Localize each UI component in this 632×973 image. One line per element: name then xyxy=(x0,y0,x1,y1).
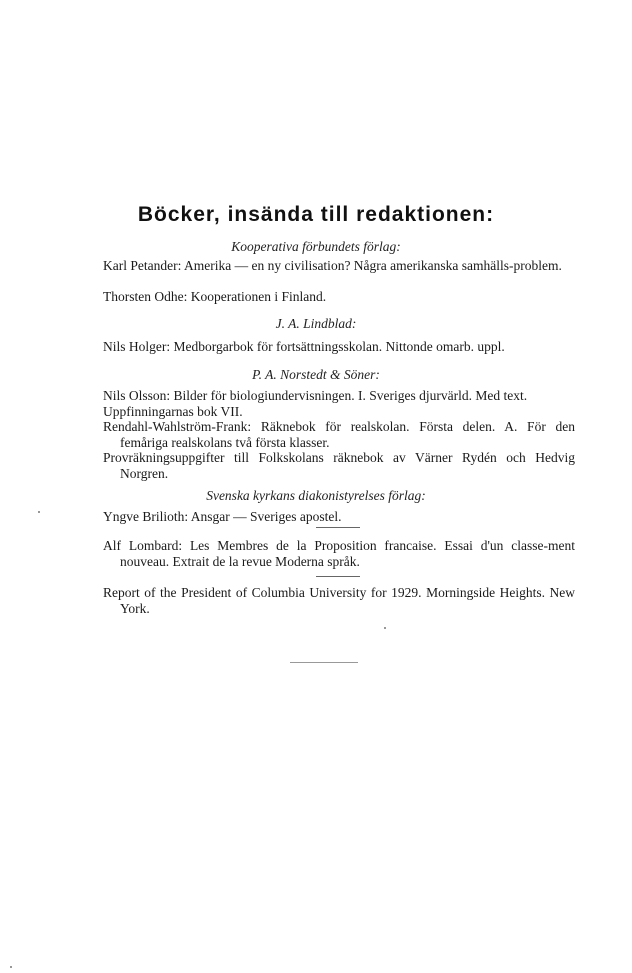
book-entry: Alf Lombard: Les Membres de la Proposition francaise. Essai d'un classe-ment nouveau. Extrait de la revue Moderna språk. xyxy=(103,538,575,569)
scan-speck xyxy=(38,511,40,513)
book-entry: Karl Petander: Amerika — en ny civilisation? Några amerikanska samhälls-problem. xyxy=(103,258,562,273)
scan-speck xyxy=(384,627,386,629)
separator-rule xyxy=(316,527,360,528)
publisher-heading: Kooperativa förbundets förlag: xyxy=(231,239,401,254)
separator-rule xyxy=(316,576,360,577)
book-entry: Rendahl-Wahlström-Frank: Räknebok för realskolan. Första delen. A. För den femåriga realskolans två första klasser. xyxy=(103,419,575,450)
book-entry: Provräkningsuppgifter till Folkskolans räknebok av Värner Rydén och Hedvig Norgren. xyxy=(103,450,575,481)
publisher-heading: P. A. Norstedt & Söner: xyxy=(252,367,380,382)
book-entry: Report of the President of Columbia University for 1929. Morningside Heights. New York. xyxy=(103,585,575,616)
scan-speck xyxy=(10,966,12,968)
publisher-heading: J. A. Lindblad: xyxy=(275,316,357,331)
publisher-heading: Svenska kyrkans diakonistyrelses förlag: xyxy=(206,488,426,503)
book-entry: Thorsten Odhe: Kooperationen i Finland. xyxy=(103,289,327,304)
page-title: Böcker, insända till redaktionen: xyxy=(137,203,495,226)
book-entry: Nils Olsson: Bilder för biologiundervisningen. I. Sveriges djurvärld. Med text. xyxy=(103,388,528,403)
end-rule xyxy=(290,662,358,663)
book-entry: Nils Holger: Medborgarbok för fortsättningsskolan. Nittonde omarb. uppl. xyxy=(103,339,505,354)
book-entry: Uppfinningarnas bok VII. xyxy=(103,404,243,419)
book-entry: Yngve Brilioth: Ansgar — Sveriges apostel. xyxy=(103,509,342,524)
